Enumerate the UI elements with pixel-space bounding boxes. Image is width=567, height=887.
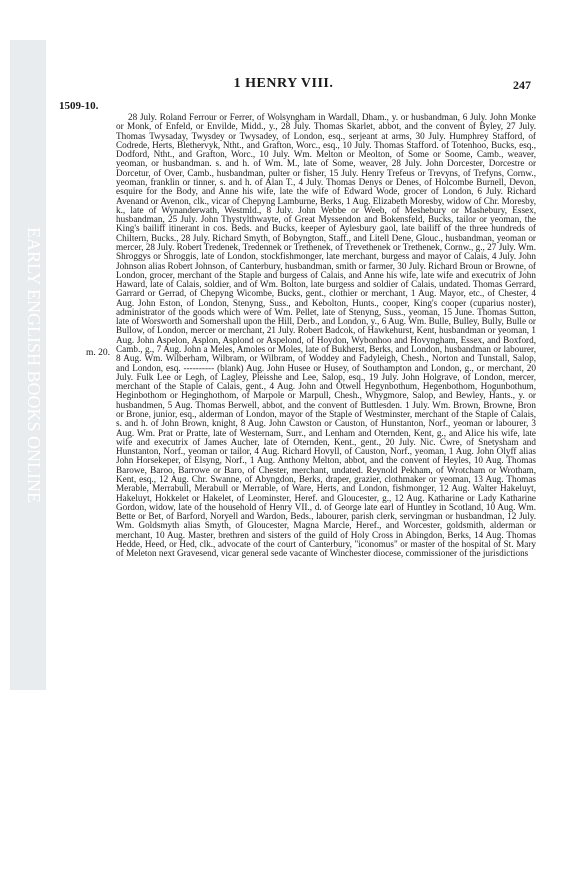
entry-paragraph: 28 July. Roland Ferrour or Ferrer, of Wolsyngham in Wardall, Dham., y. or husbandman, 6 July. John Monke or Monk, of Enfeld, or Envilde, Midd., y., 28 July. Thomas Skarlet, abbot, and the convent of Byley, 27 July. Thomas Twysaday, Twysdey or Twysadey, of London, esq., serjeant at arms, 30 July. Humphrey Stafford, of Codrede, Herts, Blethervyk, Ntht., and Grafton, Worc., esq., 10 July. Thomas Stafford. of Totenhoo, Bucks, esq., Dodford, Ntht., and Grafton, Worc., 10 July. Wm. Melton or Meolton, of Some or Soome, Camb., weaver, yeoman, or husbandman. s. and h. of Wm. M., late of Some, weaver, 28 July. John Dorcester, Dorcestre or Dorcetur, of Over, Camb., husbandman, pulter or fisher, 15 July. Henry Trefeus or Trevyns, of Trefyns, Cornw., yeoman, franklin or tinner, s. and h. of Alan T., 4 July. Thomas Denys or Denes, of Holcombe Burnell, Devon, esquire for the Body, and Anne his wife, late the wife of Edward Wode, grocer of London, 6 July. Richard Avenand or Avenon, clk., vicar of Chepyng Lamburne, Berks, 1 Aug. Elizabeth Moresby, widow of Chr. Moresby, k., late of Wynanderwath, Westmld., 8 July. John Webbe or Weeb, of Meshebury or Mashebury, Essex, husbandman, 25 July. John Thystylthwayte, of Great Myssendon and Bokensfeld, Bucks, tailor or yeoman, the King's bailiff itinerant in cos. Beds. and Bucks, keeper of Aylesbury gaol, late bailiff of the three hundreds of Chiltern, Bucks., 28 July. Richard Smyth, of Bobyngton, Staff., and Litell Dene, Glouc., husbandman, yeoman or mercer, 28 July. Robert Tredenek, Tredennek or Trethenek, of Trevethenek or Trethenek, Cornw., g., 27 July. Wm. Shroggys or Shroggis, late of London, stockfishmonger, late merchant, burgess and mayor of Calais, 4 July. John Johnson alias Robert Johnson, of Canterbury, husbandman, smith or farmer, 30 July. Richard Broun or Browne, of London, grocer, merchant of the Staple and burgess of Calais, and Anne his wife, late wife and executrix of John Haward, late of Calais, soldier, and of Wm. Bolton, late burgess and soldier of Calais, undated. Thomas Gerrard, Garrard or Gerrad, of Chepyng Wicombe, Bucks, gent., clothier or merchant, 1 Aug. Mayor, etc., of Chester, 4 Aug. John Eston, of London, Stenyng, Suss., and Kebolton, Hunts., cooper, King's cooper (cuparius noster), administrator of the goods which were of Wm. Pellet, late of Stenyng, Suss., yeoman, 15 June. Thomas Sutton, late of Worsworth and Somershall upon the Hill, Derb., and London, y., 6 Aug. Wm. Bulle, Bulley, Bully, Bulle or Bullow, of London, mercer or merchant, 21 July. Robert Badcok, of Hawkehurst, Kent, husbandman or yeoman, 1 Aug. John Aspelon, Asplon, Asplond or Aspelond, of Hoydon, Wybonhoo and Hovyngham, Essex, and Boxford, Camb., g., 7 Aug. John a Meles, Amoles or Moles, late of Bukherst, Berks, and London, husbandman or labourer, 8 Aug. Wm. Wilberham, Wilbram, or Wilbram, of Woddey and Fadyleigh, Chesh., Norton and Tunstall, Salop, and London, esq. ---------- (blank) Aug. John Husee or Husey, of Southampton and London, g., or merchant, 20 July. Fulk Lee or Legh, of Lagley, Pleisshe and Lee, Salop, esq., 19 July. John Holgrave, of London, mercer, merchant of the Staple of Calais, gent., 4 Aug. John and Otwell Hegynbothum, Hegenbothom, Hogunbothum, Heginbothom or Heginghothom, of Marpole or Marpull, Chesh., Whygmore, Salop, and Bewley, Hants., y. or husbandmen, 5 Aug. Thomas Berwell, abbot, and the convent of Buttlesden. 1 July. Wm. Brown, Browne, Bron or Brone, junior, esq., alderman of London, mayor of the Staple of Westminster, merchant of the Staple of Calais, s. and h. of John Brown, knight, 8 Aug. John Cawston or Causton, of Hunstanton, Norf., yeoman or labourer, 3 Aug. Wm. Prat or Pratte, late of Westernam, Surr., and Lenham and Oternden, Kent, g., and Alice his wife, late wife and executrix of James Aucher, late of Oternden, Kent., gent., 20 July. Nic. Cwre, of Snetysham and Hunstanton, Norf., yeoman or tailor, 4 Aug. Richard Hovyll, of Causton, Norf., yeoman, 1 Aug. John Olyff alias John Horsekeper, of Elsyng, Norf., 1 Aug. Anthony Melton, abbot, and the convent of Heyles, 10 Aug. Thomas Barowe, Baroo, Barrowe or Baro, of Chester, merchant, undated. Reynold Pekham, of Wrotcham or Wrotham, Kent, esq., 12 Aug. Chr. Swanne, of Abyngdon, Berks, draper, grazier, clothmaker or yeoman, 13 Aug. Thomas Merable, Merrabull, Merabull or Merrable, of Ware, Herts, and London, fishmonger, 12 Aug. Walter Hakeluyt, Hakeluyt, Hokkelet or Hakelet, of Leominster, Heref. and Gloucester, g., 12 Aug. Katharine or Lady Katharine Gordon, widow, late of the household of Henry VII., d. of George late earl of Huntley in Scotland, 10 Aug. Wm. Bette or Bet, of Barford, Noryell and Wardon, Beds., labourer, parish clerk, servingman or husbandman, 12 July. Wm. Goldsmyth alias Smyth, of Gloucester, Magna Marcle, Heref., and Worcester, goldsmith, alderman or merchant, 10 Aug. Master, brethren and sisters of the guild of Holy Cross in Abingdon, Berks, 14 Aug. Thomas Hedde, Heed, or Hed, clk., advocate of the court of Canterbury, "iconomus" or master of the hospital of St. Mary of Meleton next Gravesend, vicar general sede vacante of Winchester diocese, commissioner of the jurisdictions	[116, 113, 536, 559]
page-number: 247	[513, 78, 531, 92]
watermark-text: EARLY ENGLISH BOOKS ONLINE	[24, 226, 44, 504]
calendar-entry-text	[116, 113, 536, 813]
running-head: 1 HENRY VIII.	[233, 76, 334, 91]
year-margin-label: 1509-10.	[59, 100, 99, 112]
membrane-margin-note: m. 20.	[86, 348, 111, 358]
side-watermark	[10, 40, 46, 690]
